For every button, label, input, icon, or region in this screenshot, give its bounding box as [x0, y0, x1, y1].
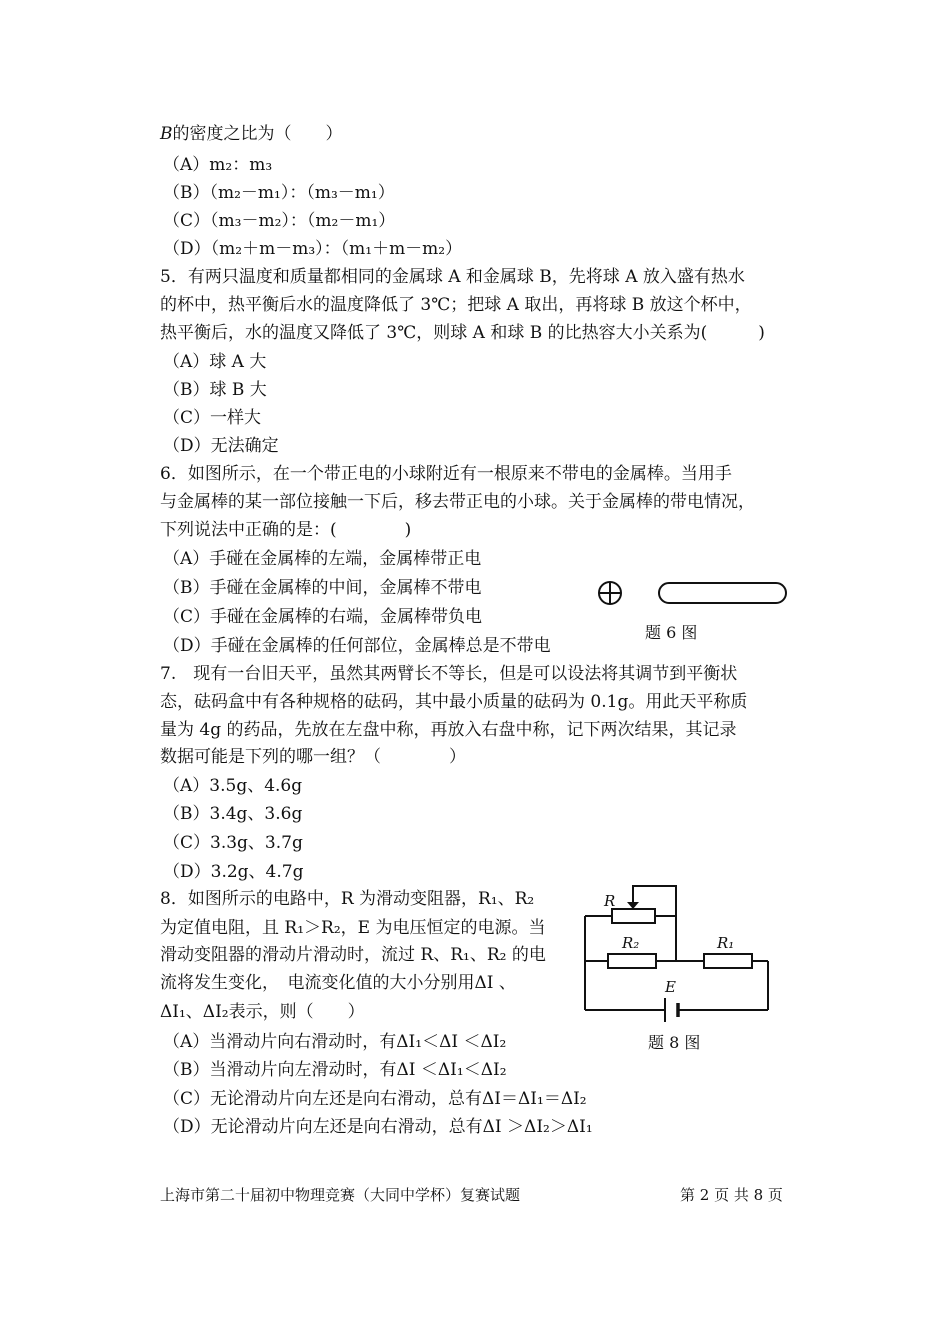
option-label: （B） [163, 183, 210, 203]
resistor-r2 [608, 954, 656, 968]
label-e: E [665, 978, 676, 996]
q8-option-a [163, 1030, 506, 1054]
q7-option-d [163, 860, 303, 884]
label-r: R [604, 892, 616, 910]
q7-stem-line-2: 态，砝码盒中有各种规格的砝码，其中最小质量的砝码为 0.1g。用此天平称质 [160, 692, 748, 712]
option-text: 无论滑动片向左还是向右滑动，总有ΔI＝ΔI₁＝ΔI₂ [210, 1089, 587, 1109]
q4-option-b [163, 181, 395, 205]
q6-stem-line-2: 与金属棒的某一部位接触一下后，移去带正电的小球。关于金属棒的带电情况， [160, 492, 755, 512]
option-text: 球 A 大 [209, 352, 267, 372]
option-label: （D） [163, 239, 211, 259]
q8-stem-line-2: 为定值电阻，且 R₁＞R₂，E 为电压恒定的电源。当 [160, 918, 546, 938]
q6-stem-line-1: 6．如图所示，在一个带正电的小球附近有一根原来不带电的金属棒。当用手 [160, 464, 732, 484]
option-text: 手碰在金属棒的中间，金属棒不带电 [209, 578, 482, 598]
option-label: （A） [163, 549, 210, 569]
option-label: （D） [163, 436, 211, 456]
option-label: （C） [163, 1089, 211, 1109]
option-text: 无法确定 [210, 436, 279, 456]
option-text: （m₂＋m－m₃）：（m₁＋m－m₂） [210, 239, 463, 259]
q7-stem-line-4: 数据可能是下列的哪一组？（ ） [160, 747, 466, 767]
q7-option-a [163, 774, 302, 798]
q8-figure-caption: 题 8 图 [648, 1033, 701, 1052]
q8-circuit-diagram [580, 880, 775, 1020]
option-text: 手碰在金属棒的右端，金属棒带负电 [210, 607, 483, 627]
q5-stem-line-3: 热平衡后，水的温度又降低了 3℃，则球 A 和球 B 的比热容大小关系为( ) [160, 323, 765, 343]
option-label: （C） [163, 607, 211, 627]
slider-arrow-icon [627, 902, 639, 909]
option-label: （B） [163, 578, 210, 598]
option-label: （D） [163, 636, 211, 656]
q5-option-a [163, 350, 266, 374]
option-text: 3.2g、4.7g [210, 862, 304, 882]
q4-option-d [163, 237, 462, 261]
option-text: 手碰在金属棒的任何部位，金属棒总是不带电 [210, 636, 551, 656]
q6-option-d [163, 634, 551, 658]
q8-stem-line-1: 8．如图所示的电路中，R 为滑动变阻器，R₁、R₂ [160, 889, 535, 909]
label-r1: R₁ [717, 934, 735, 952]
q7-stem-line-3: 量为 4g 的药品，先放在左盘中称，再放入右盘中称，记下两次结果，其记录 [160, 720, 737, 740]
q4-option-c [163, 209, 395, 233]
option-text: 无论滑动片向左还是向右滑动，总有ΔI ＞ΔI₂＞ΔI₁ [210, 1117, 593, 1137]
option-label: （C） [163, 211, 211, 231]
option-label: （B） [163, 1060, 210, 1080]
q8-stem-line-5: ΔI₁、ΔI₂表示，则（ ） [160, 1002, 365, 1022]
resistor-r1 [704, 954, 752, 968]
q4-tail-text: 的密度之比为（ ） [172, 124, 343, 144]
q8-option-b [163, 1058, 507, 1082]
option-label: （A） [163, 352, 210, 372]
q8-stem-line-3: 滑动变阻器的滑动片滑动时，流过 R、R₁、R₂ 的电 [160, 945, 546, 965]
q4-ball-b-label: B [160, 124, 173, 144]
q5-stem-line-1: 5．有两只温度和质量都相同的金属球 A 和金属球 B，先将球 A 放入盛有热水 [160, 267, 745, 287]
q6-option-c [163, 605, 482, 629]
option-text: 3.3g、3.7g [210, 833, 303, 853]
option-text: 当滑动片向右滑动时，有ΔI₁＜ΔI ＜ΔI₂ [209, 1032, 507, 1052]
option-text: 球 B 大 [209, 380, 267, 400]
positive-ball-icon [599, 582, 621, 604]
option-label: （D） [163, 862, 211, 882]
q7-stem-line-1: 7. 现有一台旧天平，虽然其两臂长不等长，但是可以设法将其调节到平衡状 [160, 664, 738, 684]
option-text: （m₃－m₂）：（m₂－m₁） [210, 211, 396, 231]
option-text: （m₂－m₁）：（m₃－m₁） [209, 183, 395, 203]
q5-option-c [163, 406, 261, 430]
q8-option-c [163, 1087, 587, 1111]
option-label: （A） [163, 776, 210, 796]
q4-option-a [163, 153, 272, 177]
q6-option-b [163, 576, 482, 600]
option-label: （C） [163, 833, 211, 853]
option-text: 手碰在金属棒的左端，金属棒带正电 [209, 549, 482, 569]
label-r2: R₂ [622, 934, 640, 952]
option-label: （B） [163, 804, 210, 824]
q6-option-a [163, 547, 481, 571]
q8-option-d [163, 1115, 593, 1139]
q5-option-d [163, 434, 279, 458]
q8-stem-line-4: 流将发生变化， 电流变化值的大小分别用ΔI 、 [160, 973, 516, 993]
q5-stem-line-2: 的杯中，热平衡后水的温度降低了 3℃；把球 A 取出，再将球 B 放这个杯中， [160, 295, 752, 315]
option-label: （D） [163, 1117, 211, 1137]
option-text: 3.5g、4.6g [209, 776, 303, 796]
option-label: （A） [163, 155, 210, 175]
q6-figure [590, 575, 800, 615]
option-text: 当滑动片向左滑动时，有ΔI ＜ΔI₁＜ΔI₂ [209, 1060, 507, 1080]
q6-figure-caption: 题 6 图 [645, 623, 698, 642]
option-text: 3.4g、3.6g [209, 804, 303, 824]
option-label: （C） [163, 408, 211, 428]
rheostat-r [612, 909, 655, 923]
option-text: 一样大 [210, 408, 262, 428]
q7-option-c [163, 831, 303, 855]
option-text: m₂：m₃ [209, 155, 273, 175]
q6-stem-line-3: 下列说法中正确的是：( ) [160, 520, 412, 540]
metal-rod [659, 583, 786, 603]
footer-page-number: 第 2 页 共 8 页 [680, 1186, 783, 1204]
footer-title: 上海市第二十届初中物理竞赛（大同中学杯）复赛试题 [160, 1186, 521, 1204]
q4-stem-tail [160, 122, 343, 146]
q7-option-b [163, 802, 302, 826]
option-label: （B） [163, 380, 210, 400]
option-label: （A） [163, 1032, 210, 1052]
q5-option-b [163, 378, 267, 402]
